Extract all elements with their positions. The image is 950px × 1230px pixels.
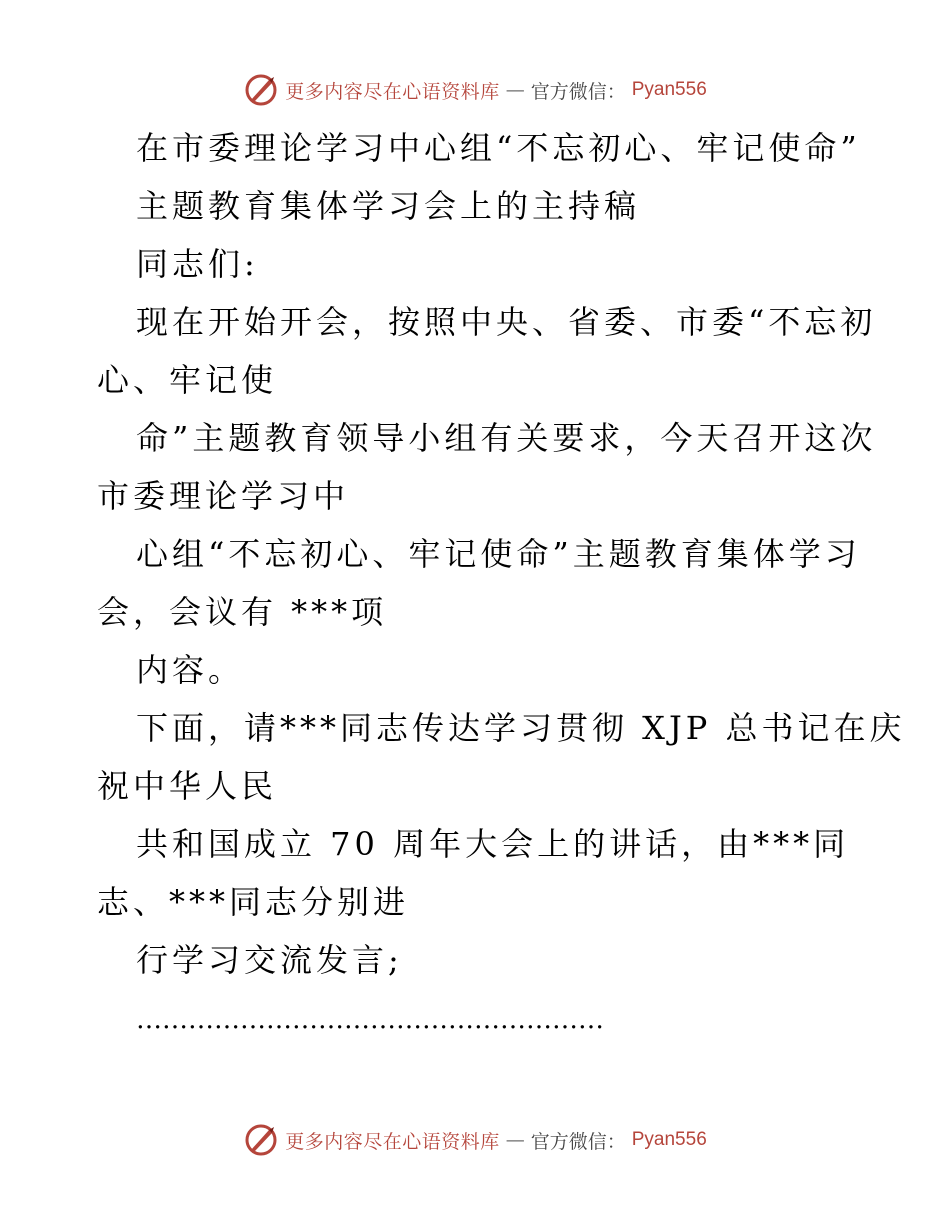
footer-watermark <box>0 1120 950 1160</box>
paragraph-line: 市委理论学习中 <box>97 477 350 515</box>
header-watermark <box>0 70 950 110</box>
paragraph-line: 心、牢记使 <box>97 361 278 399</box>
document-title-line-1: 在市委理论学习中心组“不忘初心、牢记使命” <box>136 129 861 167</box>
watermark-dash: — <box>505 79 525 101</box>
watermark-wechat-label: 官方微信： <box>530 80 626 103</box>
paragraph-line: 行学习交流发言; <box>136 941 403 979</box>
watermark-wechat-label: 官方微信： <box>530 1130 626 1153</box>
paragraph-line: 下面，请***同志传达学习贯彻 XJP 总书记在庆 <box>136 709 906 747</box>
paragraph-line: 志、***同志分别进 <box>97 883 410 921</box>
watermark-site-text: 更多内容尽在心语资料库 <box>285 1130 500 1153</box>
watermark-wechat-id: Pyan556 <box>631 1129 707 1150</box>
paragraph-line: 心组“不忘初心、牢记使命”主题教育集体学习 <box>136 535 861 573</box>
paragraph-line: 会，会议有 ***项 <box>97 593 388 631</box>
ellipsis-line: ……………………………………………… <box>136 1005 604 1035</box>
paragraph-line: 共和国成立 70 周年大会上的讲话，由***同 <box>136 825 850 863</box>
watermark-wechat-id: Pyan556 <box>631 79 707 100</box>
paragraph-line: 现在开始开会，按照中央、省委、市委“不忘初 <box>136 303 877 341</box>
watermark-site-text: 更多内容尽在心语资料库 <box>285 80 500 103</box>
watermark-dash: — <box>505 1129 525 1151</box>
greeting: 同志们: <box>136 245 259 283</box>
document-title-line-2: 主题教育集体学习会上的主持稿 <box>136 187 641 225</box>
paragraph-line: 内容。 <box>136 651 245 689</box>
feather-pen-logo-icon <box>243 72 279 108</box>
feather-pen-logo-icon <box>243 1122 279 1158</box>
paragraph-line: 祝中华人民 <box>97 767 278 805</box>
paragraph-line: 命”主题教育领导小组有关要求，今天召开这次 <box>136 419 877 457</box>
